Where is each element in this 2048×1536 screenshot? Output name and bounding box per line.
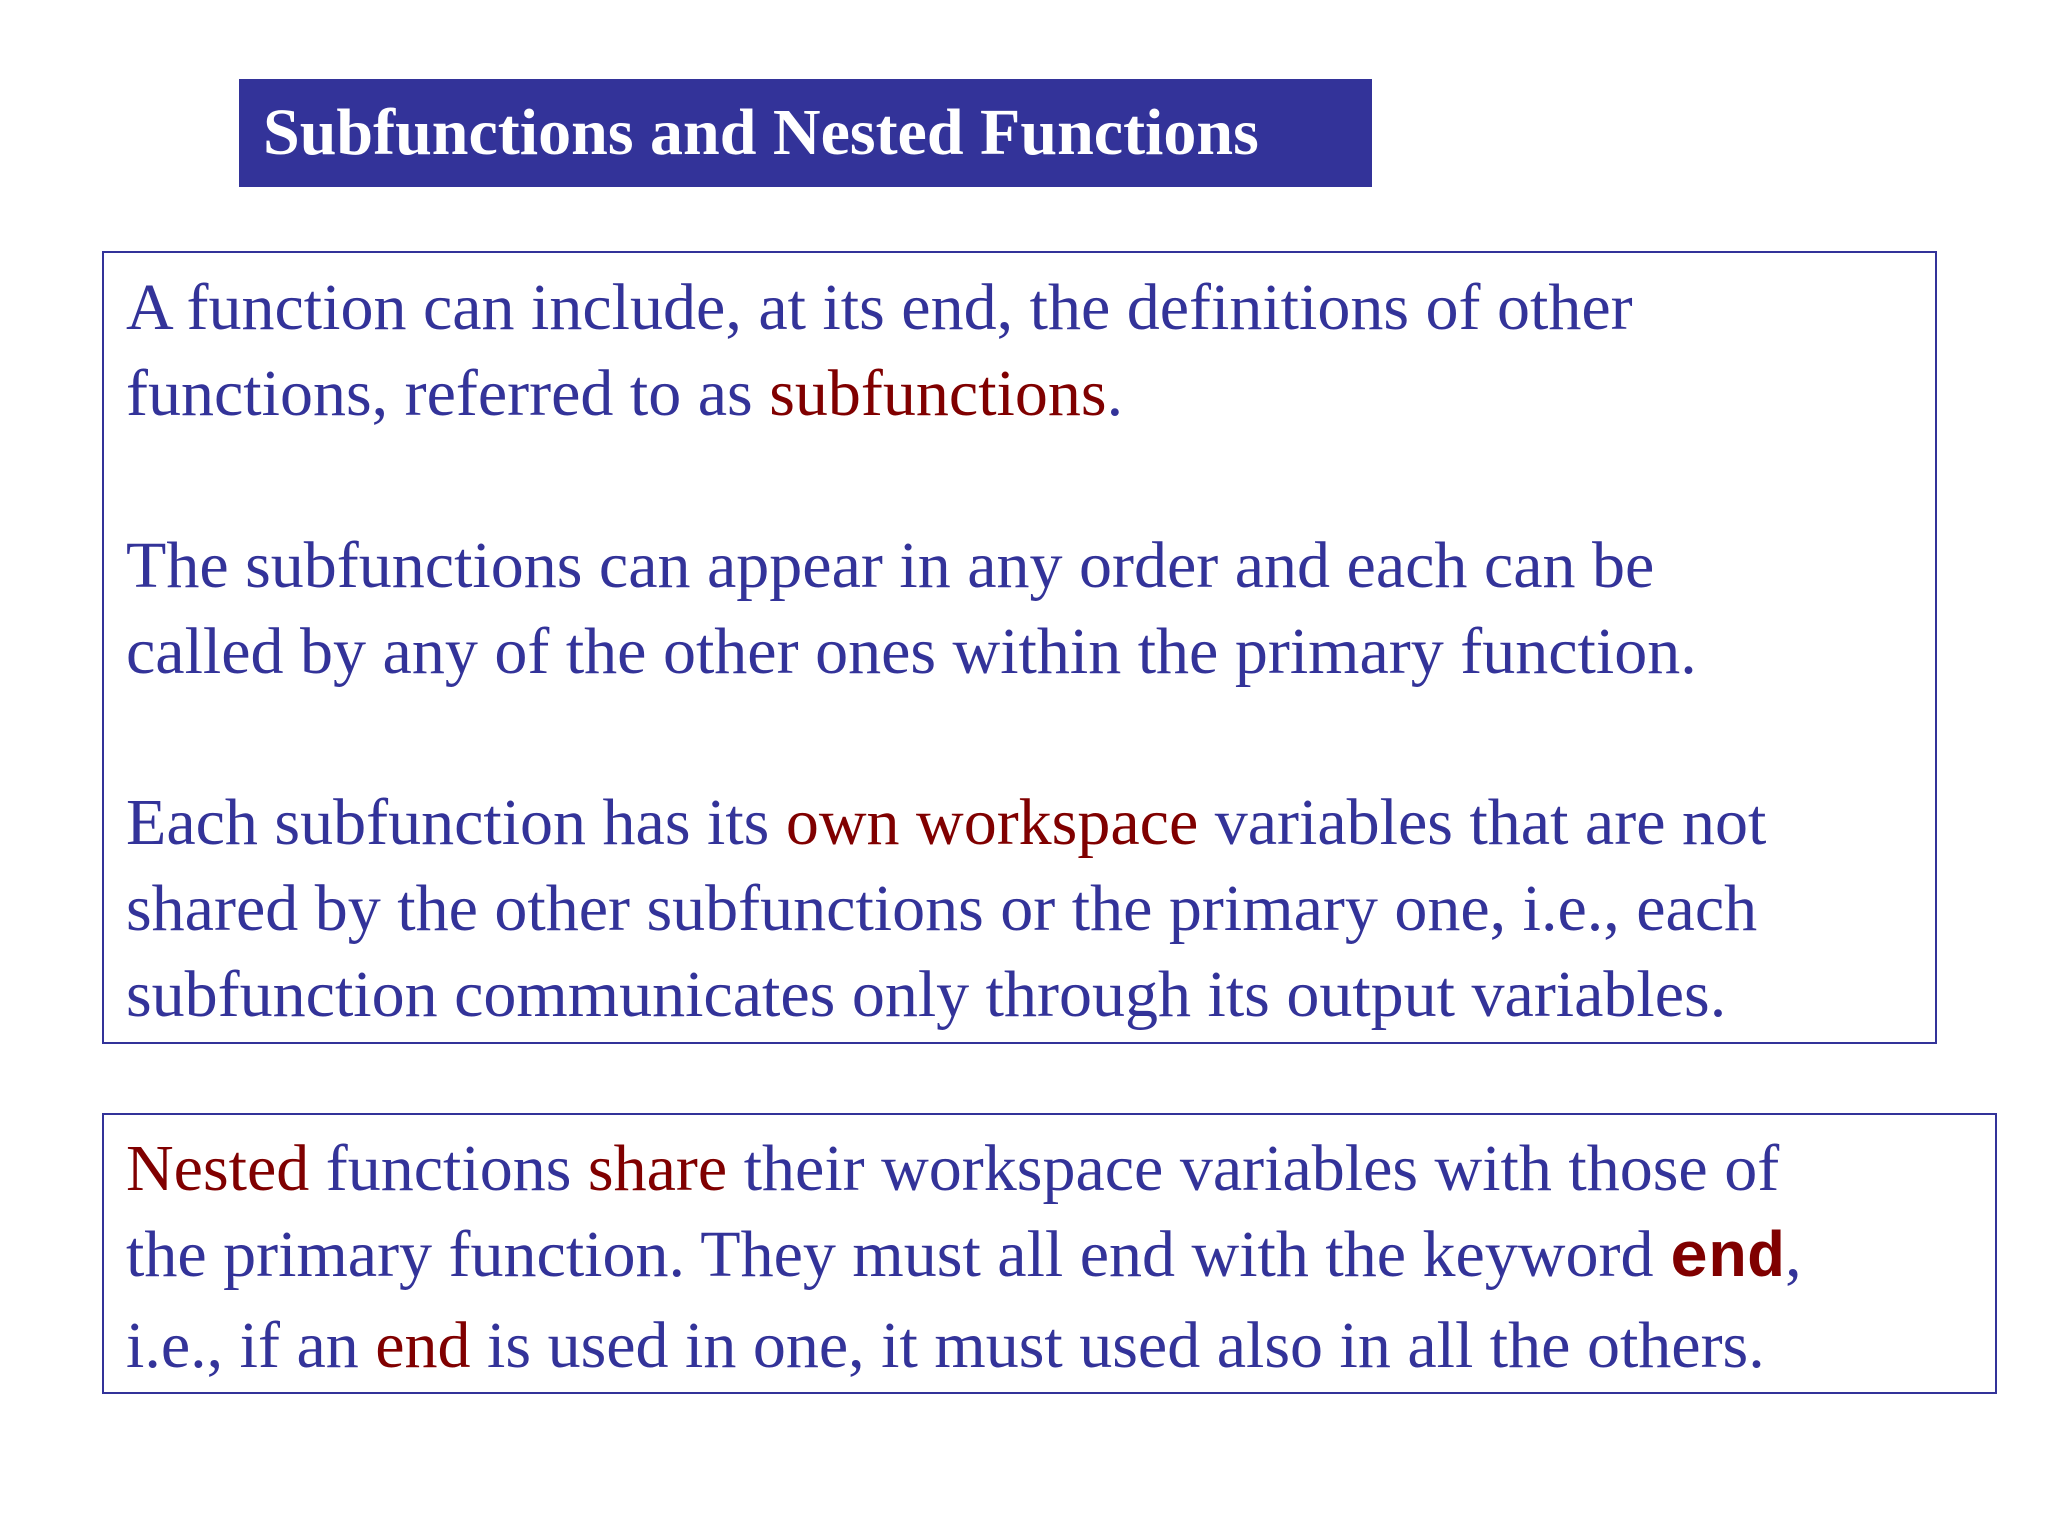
subfunctions-box — [102, 251, 1937, 1044]
text-run: subfunction communicates only through its output variables. — [126, 958, 1727, 1031]
text-line — [126, 609, 1697, 695]
title-banner — [239, 79, 1372, 187]
highlight-own-workspace: own workspace — [785, 786, 1199, 859]
paragraph-subfunctions-order — [126, 523, 1697, 695]
text-run: the primary function. They must all end with the keyword — [126, 1218, 1670, 1291]
keyword-end-code: end — [1669, 1224, 1786, 1296]
paragraph-subfunctions-workspace — [126, 780, 1766, 1038]
text-run: The subfunctions can appear in any order and each can be — [126, 529, 1655, 602]
highlight-subfunctions: subfunctions — [769, 357, 1107, 430]
text-run: Each subfunction has its — [126, 786, 786, 859]
text-line — [126, 866, 1766, 952]
text-run: A function can include, at its end, the definitions of other — [126, 271, 1633, 344]
text-run: functions — [309, 1132, 588, 1205]
paragraph-subfunctions-definition — [126, 265, 1633, 437]
text-line — [126, 523, 1697, 609]
nested-functions-box — [102, 1113, 1997, 1394]
text-run: functions, referred to as — [126, 357, 770, 430]
text-line — [126, 1303, 1802, 1389]
text-run: called by any of the other ones within the primary function. — [126, 615, 1697, 688]
text-run: shared by the other subfunctions or the primary one, i.e., each — [126, 872, 1758, 945]
text-run: . — [1106, 357, 1124, 430]
text-line — [126, 265, 1633, 351]
text-run: their workspace variables with those of — [727, 1132, 1780, 1205]
text-line — [126, 1212, 1802, 1303]
text-run: variables that are not — [1198, 786, 1767, 859]
highlight-share: share — [587, 1132, 728, 1205]
highlight-nested: Nested — [126, 1132, 310, 1205]
text-line — [126, 780, 1766, 866]
text-line — [126, 351, 1633, 437]
text-run: i.e., if an — [126, 1309, 376, 1382]
text-line — [126, 952, 1766, 1038]
paragraph-nested-functions — [126, 1126, 1802, 1389]
slide-title: Subfunctions and Nested Functions — [263, 96, 1259, 169]
text-run: is used in one, it must used also in all the others. — [470, 1309, 1765, 1382]
highlight-end: end — [375, 1309, 471, 1382]
text-line — [126, 1126, 1802, 1212]
text-run: , — [1785, 1218, 1802, 1291]
